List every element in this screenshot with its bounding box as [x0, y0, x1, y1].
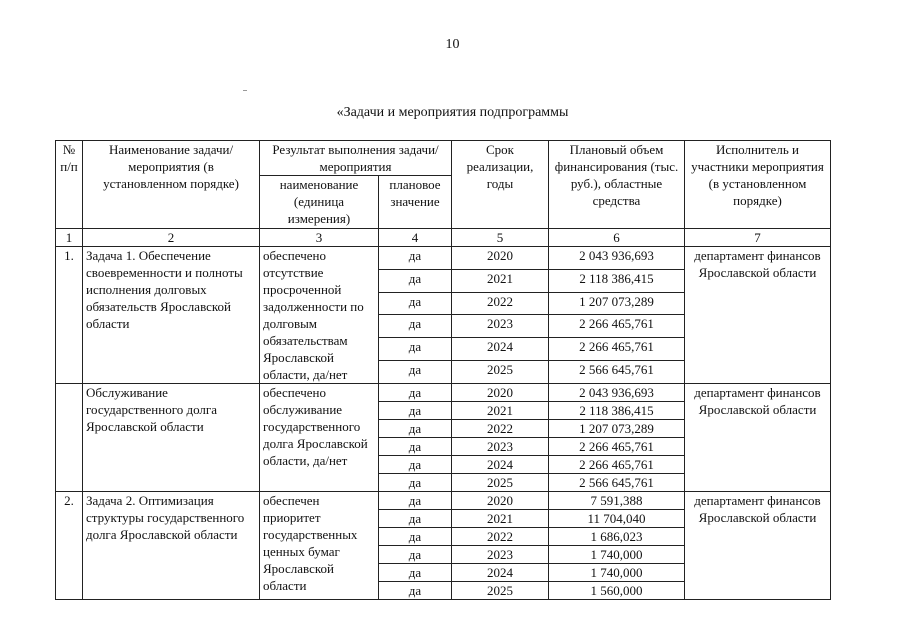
task-name: Задача 1. Обеспечение своевременности и полноты исполнения долговых обязательств Ярославской области [83, 247, 260, 384]
column-numbers-row [56, 229, 831, 247]
col-number-1: 1 [56, 229, 83, 247]
executor-cell: департамент финансов Ярославской области [685, 384, 831, 492]
header-executor: Исполнитель и участники мероприятия (в установленном порядке) [685, 141, 831, 229]
result-name: обеспечен приоритет государственных ценных бумаг Ярославской области [260, 492, 379, 600]
amount-cell: 2 566 645,761 [549, 361, 685, 384]
header-num: № п/п [56, 141, 83, 229]
table-row [56, 384, 831, 402]
col-number-5: 5 [452, 229, 549, 247]
amount-cell: 2 266 465,761 [549, 438, 685, 456]
col-number-4: 4 [379, 229, 452, 247]
year-cell: 2022 [452, 292, 549, 315]
year-cell: 2020 [452, 247, 549, 270]
amount-cell: 2 043 936,693 [549, 384, 685, 402]
year-cell: 2021 [452, 269, 549, 292]
planned-value: да [379, 361, 452, 384]
planned-value: да [379, 546, 452, 564]
planned-value: да [379, 456, 452, 474]
header-volume: Плановый объем финансирования (тыс. руб.), областные средства [549, 141, 685, 229]
year-cell: 2024 [452, 338, 549, 361]
year-cell: 2022 [452, 528, 549, 546]
planned-value: да [379, 247, 452, 270]
year-cell: 2021 [452, 402, 549, 420]
header-term: Срок реализации, годы [452, 141, 549, 229]
document-title: «Задачи и мероприятия подпрограммы [336, 105, 569, 120]
header-row [56, 141, 831, 176]
amount-cell: 2 266 465,761 [549, 315, 685, 338]
result-name: обеспечено обслуживание государственного долга Ярославской области, да/нет [260, 384, 379, 492]
amount-cell: 1 686,023 [549, 528, 685, 546]
row-number: 2. [56, 492, 83, 600]
year-cell: 2021 [452, 510, 549, 528]
planned-value: да [379, 338, 452, 361]
year-cell: 2024 [452, 564, 549, 582]
page-number: 10 [445, 37, 460, 52]
amount-cell: 1 740,000 [549, 546, 685, 564]
col-number-7: 7 [685, 229, 831, 247]
planned-value: да [379, 420, 452, 438]
header-name: Наименование задачи/мероприятия (в установленном порядке) [83, 141, 260, 229]
amount-cell: 2 043 936,693 [549, 247, 685, 270]
amount-cell: 1 560,000 [549, 582, 685, 600]
table-row [56, 247, 831, 270]
planned-value: да [379, 315, 452, 338]
year-cell: 2023 [452, 438, 549, 456]
col-number-2: 2 [83, 229, 260, 247]
task-name: Задача 2. Оптимизация структуры государственного долга Ярославской области [83, 492, 260, 600]
year-cell: 2023 [452, 546, 549, 564]
amount-cell: 2 118 386,415 [549, 269, 685, 292]
year-cell: 2020 [452, 384, 549, 402]
planned-value: да [379, 492, 452, 510]
col-number-3: 3 [260, 229, 379, 247]
year-cell: 2022 [452, 420, 549, 438]
year-cell: 2025 [452, 474, 549, 492]
task-name: Обслуживание государственного долга Ярославской области [83, 384, 260, 492]
planned-value: да [379, 582, 452, 600]
planned-value: да [379, 474, 452, 492]
planned-value: да [379, 402, 452, 420]
planned-value: да [379, 269, 452, 292]
amount-cell: 2 266 465,761 [549, 338, 685, 361]
header-result: Результат выполнения задачи/мероприятия [260, 141, 452, 176]
row-number: 1. [56, 247, 83, 384]
header-result-name: наименование (единица измерения) [260, 176, 379, 229]
amount-cell: 2 566 645,761 [549, 474, 685, 492]
year-cell: 2020 [452, 492, 549, 510]
executor-cell: департамент финансов Ярославской области [685, 247, 831, 384]
amount-cell: 11 704,040 [549, 510, 685, 528]
planned-value: да [379, 438, 452, 456]
table-row [56, 492, 831, 510]
planned-value: да [379, 564, 452, 582]
header-result-value: плановое значение [379, 176, 452, 229]
planned-value: да [379, 384, 452, 402]
amount-cell: 1 740,000 [549, 564, 685, 582]
year-cell: 2024 [452, 456, 549, 474]
row-number [56, 384, 83, 492]
executor-cell: департамент финансов Ярославской области [685, 492, 831, 600]
scan-mark [243, 90, 247, 91]
amount-cell: 2 266 465,761 [549, 456, 685, 474]
result-name: обеспечено отсутствие просроченной задолженности по долговым обязательствам Ярославской области, да/нет [260, 247, 379, 384]
year-cell: 2025 [452, 361, 549, 384]
year-cell: 2023 [452, 315, 549, 338]
year-cell: 2025 [452, 582, 549, 600]
amount-cell: 2 118 386,415 [549, 402, 685, 420]
amount-cell: 7 591,388 [549, 492, 685, 510]
planned-value: да [379, 528, 452, 546]
amount-cell: 1 207 073,289 [549, 292, 685, 315]
col-number-6: 6 [549, 229, 685, 247]
planned-value: да [379, 510, 452, 528]
amount-cell: 1 207 073,289 [549, 420, 685, 438]
planned-value: да [379, 292, 452, 315]
tasks-table [55, 140, 831, 600]
